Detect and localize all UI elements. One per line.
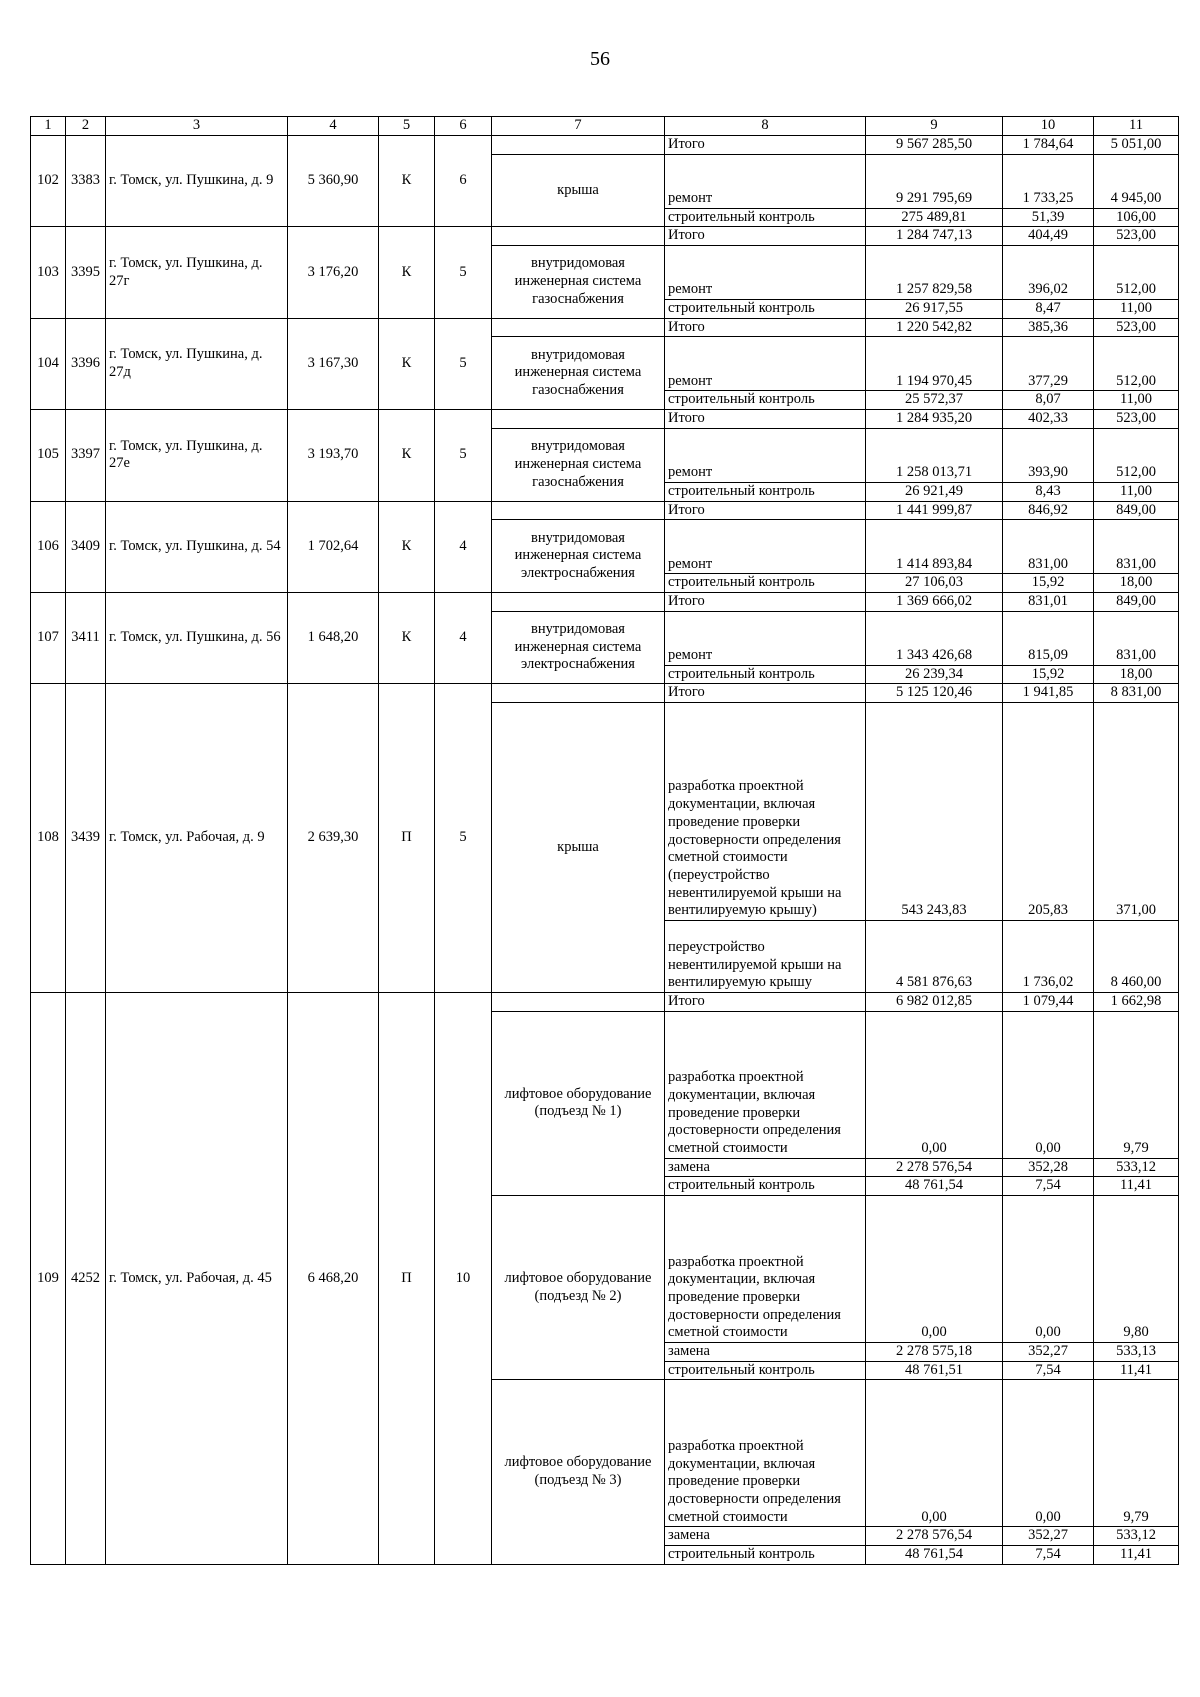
item-cost-per-area: 8,43 xyxy=(1003,482,1094,501)
total-limit: 849,00 xyxy=(1094,501,1179,520)
item-cost: 543 243,83 xyxy=(866,702,1003,920)
total-limit: 8 831,00 xyxy=(1094,684,1179,703)
item-label: строительный контроль xyxy=(665,1546,866,1565)
total-cost: 9 567 285,50 xyxy=(866,136,1003,155)
record-floors: 10 xyxy=(435,992,492,1564)
item-label: замена xyxy=(665,1527,866,1546)
column-header: 11 xyxy=(1094,117,1179,136)
work-type: внутридомовая инженерная система газоснабжения xyxy=(492,246,665,319)
item-cost: 27 106,03 xyxy=(866,574,1003,593)
record-type: К xyxy=(379,410,435,501)
item-cost-per-area: 352,27 xyxy=(1003,1343,1094,1362)
item-cost-per-area: 51,39 xyxy=(1003,208,1094,227)
item-limit: 8 460,00 xyxy=(1094,920,1179,992)
item-cost: 48 761,54 xyxy=(866,1177,1003,1196)
item-label: ремонт xyxy=(665,428,866,482)
total-cost: 5 125 120,46 xyxy=(866,684,1003,703)
item-limit: 9,80 xyxy=(1094,1196,1179,1343)
item-cost-per-area: 15,92 xyxy=(1003,574,1094,593)
total-label: Итого xyxy=(665,318,866,337)
work-type-blank xyxy=(492,501,665,520)
item-limit: 11,00 xyxy=(1094,482,1179,501)
item-label: замена xyxy=(665,1343,866,1362)
record-address: г. Томск, ул. Пушкина, д. 27е xyxy=(106,410,288,501)
item-label: строительный контроль xyxy=(665,1177,866,1196)
record-number: 109 xyxy=(31,992,66,1564)
item-cost: 26 917,55 xyxy=(866,300,1003,319)
item-cost: 2 278 576,54 xyxy=(866,1158,1003,1177)
record-address: г. Томск, ул. Рабочая, д. 9 xyxy=(106,684,288,993)
column-header-row xyxy=(31,117,1179,136)
item-limit: 11,41 xyxy=(1094,1177,1179,1196)
item-cost-per-area: 7,54 xyxy=(1003,1546,1094,1565)
record-number: 103 xyxy=(31,227,66,318)
record-floors: 5 xyxy=(435,227,492,318)
item-cost: 9 291 795,69 xyxy=(866,154,1003,208)
record-floors: 6 xyxy=(435,136,492,227)
column-header: 2 xyxy=(66,117,106,136)
column-header: 6 xyxy=(435,117,492,136)
item-label: строительный контроль xyxy=(665,1361,866,1380)
record-code: 3409 xyxy=(66,501,106,592)
total-label: Итого xyxy=(665,410,866,429)
item-cost: 275 489,81 xyxy=(866,208,1003,227)
record-number: 108 xyxy=(31,684,66,993)
total-cost-per-area: 831,01 xyxy=(1003,592,1094,611)
item-cost-per-area: 8,07 xyxy=(1003,391,1094,410)
item-label: разработка проектной документации, включая проведение проверки достоверности определения сметной стоимости xyxy=(665,1380,866,1527)
total-limit: 523,00 xyxy=(1094,318,1179,337)
item-limit: 11,41 xyxy=(1094,1546,1179,1565)
work-type-blank xyxy=(492,227,665,246)
record-floors: 4 xyxy=(435,501,492,592)
record-code: 3395 xyxy=(66,227,106,318)
total-cost-per-area: 385,36 xyxy=(1003,318,1094,337)
record-floors: 5 xyxy=(435,410,492,501)
total-label: Итого xyxy=(665,684,866,703)
total-cost: 1 441 999,87 xyxy=(866,501,1003,520)
record-area: 3 167,30 xyxy=(288,318,379,409)
item-cost-per-area: 352,27 xyxy=(1003,1527,1094,1546)
column-header: 1 xyxy=(31,117,66,136)
item-label: строительный контроль xyxy=(665,574,866,593)
item-cost: 26 239,34 xyxy=(866,665,1003,684)
column-header: 4 xyxy=(288,117,379,136)
record-area: 1 648,20 xyxy=(288,592,379,683)
item-limit: 18,00 xyxy=(1094,665,1179,684)
item-label: строительный контроль xyxy=(665,300,866,319)
item-limit: 533,12 xyxy=(1094,1527,1179,1546)
total-cost: 6 982 012,85 xyxy=(866,992,1003,1011)
record-area: 2 639,30 xyxy=(288,684,379,993)
item-cost: 1 257 829,58 xyxy=(866,246,1003,300)
item-limit: 9,79 xyxy=(1094,1380,1179,1527)
table-row-total xyxy=(31,318,1179,337)
record-type: К xyxy=(379,318,435,409)
record-number: 107 xyxy=(31,592,66,683)
record-type: К xyxy=(379,136,435,227)
column-header: 8 xyxy=(665,117,866,136)
record-number: 106 xyxy=(31,501,66,592)
item-cost-per-area: 0,00 xyxy=(1003,1196,1094,1343)
work-type: внутридомовая инженерная система электроснабжения xyxy=(492,611,665,684)
column-header: 3 xyxy=(106,117,288,136)
total-label: Итого xyxy=(665,136,866,155)
table-row-total xyxy=(31,136,1179,155)
record-code: 3411 xyxy=(66,592,106,683)
work-type-blank xyxy=(492,410,665,429)
table-row-total xyxy=(31,501,1179,520)
table-row-total xyxy=(31,592,1179,611)
work-type-blank xyxy=(492,992,665,1011)
table-row-total xyxy=(31,227,1179,246)
record-address: г. Томск, ул. Рабочая, д. 45 xyxy=(106,992,288,1564)
item-limit: 4 945,00 xyxy=(1094,154,1179,208)
item-limit: 533,13 xyxy=(1094,1343,1179,1362)
item-limit: 831,00 xyxy=(1094,520,1179,574)
item-label: ремонт xyxy=(665,246,866,300)
item-limit: 18,00 xyxy=(1094,574,1179,593)
item-label: строительный контроль xyxy=(665,482,866,501)
record-number: 104 xyxy=(31,318,66,409)
item-cost: 0,00 xyxy=(866,1196,1003,1343)
total-cost-per-area: 1 079,44 xyxy=(1003,992,1094,1011)
work-type: крыша xyxy=(492,154,665,227)
table-row-total xyxy=(31,684,1179,703)
total-label: Итого xyxy=(665,992,866,1011)
item-cost-per-area: 1 736,02 xyxy=(1003,920,1094,992)
item-cost: 26 921,49 xyxy=(866,482,1003,501)
item-label: ремонт xyxy=(665,520,866,574)
item-cost-per-area: 0,00 xyxy=(1003,1011,1094,1158)
record-number: 105 xyxy=(31,410,66,501)
record-type: П xyxy=(379,992,435,1564)
item-cost-per-area: 7,54 xyxy=(1003,1177,1094,1196)
item-limit: 11,41 xyxy=(1094,1361,1179,1380)
item-label: ремонт xyxy=(665,154,866,208)
record-floors: 5 xyxy=(435,318,492,409)
record-code: 3383 xyxy=(66,136,106,227)
item-label: разработка проектной документации, включая проведение проверки достоверности определения сметной стоимости xyxy=(665,1011,866,1158)
item-cost: 4 581 876,63 xyxy=(866,920,1003,992)
record-address: г. Томск, ул. Пушкина, д. 56 xyxy=(106,592,288,683)
total-limit: 523,00 xyxy=(1094,227,1179,246)
item-limit: 106,00 xyxy=(1094,208,1179,227)
work-type: лифтовое оборудование (подъезд № 1) xyxy=(492,1011,665,1195)
total-cost: 1 284 747,13 xyxy=(866,227,1003,246)
item-label: разработка проектной документации, включая проведение проверки достоверности определения сметной стоимости xyxy=(665,1196,866,1343)
item-limit: 9,79 xyxy=(1094,1011,1179,1158)
item-cost: 2 278 576,54 xyxy=(866,1527,1003,1546)
record-number: 102 xyxy=(31,136,66,227)
record-address: г. Томск, ул. Пушкина, д. 9 xyxy=(106,136,288,227)
record-floors: 5 xyxy=(435,684,492,993)
record-address: г. Томск, ул. Пушкина, д. 54 xyxy=(106,501,288,592)
work-type-blank xyxy=(492,318,665,337)
total-limit: 1 662,98 xyxy=(1094,992,1179,1011)
item-label: строительный контроль xyxy=(665,391,866,410)
work-type: крыша xyxy=(492,702,665,992)
item-cost-per-area: 831,00 xyxy=(1003,520,1094,574)
table-row-total xyxy=(31,410,1179,429)
column-header: 9 xyxy=(866,117,1003,136)
item-cost-per-area: 15,92 xyxy=(1003,665,1094,684)
column-header: 7 xyxy=(492,117,665,136)
record-area: 1 702,64 xyxy=(288,501,379,592)
total-cost: 1 220 542,82 xyxy=(866,318,1003,337)
item-label: ремонт xyxy=(665,337,866,391)
total-cost-per-area: 1 941,85 xyxy=(1003,684,1094,703)
page-number: 56 xyxy=(590,48,610,70)
capital-repair-table xyxy=(30,116,1179,1565)
total-cost-per-area: 1 784,64 xyxy=(1003,136,1094,155)
item-cost: 0,00 xyxy=(866,1380,1003,1527)
column-header: 10 xyxy=(1003,117,1094,136)
item-label: замена xyxy=(665,1158,866,1177)
item-label: разработка проектной документации, включая проведение проверки достоверности определения сметной стоимости (переустройство невентилируемой крыши на вентилируемую крышу) xyxy=(665,702,866,920)
record-address: г. Томск, ул. Пушкина, д. 27д xyxy=(106,318,288,409)
total-cost-per-area: 404,49 xyxy=(1003,227,1094,246)
column-header: 5 xyxy=(379,117,435,136)
item-label: строительный контроль xyxy=(665,665,866,684)
item-cost-per-area: 815,09 xyxy=(1003,611,1094,665)
item-cost: 48 761,51 xyxy=(866,1361,1003,1380)
total-label: Итого xyxy=(665,592,866,611)
item-cost: 48 761,54 xyxy=(866,1546,1003,1565)
record-type: К xyxy=(379,227,435,318)
total-limit: 523,00 xyxy=(1094,410,1179,429)
item-cost: 1 343 426,68 xyxy=(866,611,1003,665)
item-cost-per-area: 8,47 xyxy=(1003,300,1094,319)
item-cost-per-area: 396,02 xyxy=(1003,246,1094,300)
item-cost: 0,00 xyxy=(866,1011,1003,1158)
record-address: г. Томск, ул. Пушкина, д. 27г xyxy=(106,227,288,318)
item-limit: 371,00 xyxy=(1094,702,1179,920)
record-area: 3 176,20 xyxy=(288,227,379,318)
work-type-blank xyxy=(492,136,665,155)
item-label: переустройство невентилируемой крыши на вентилируемую крышу xyxy=(665,920,866,992)
item-label: строительный контроль xyxy=(665,208,866,227)
record-floors: 4 xyxy=(435,592,492,683)
table-body xyxy=(31,136,1179,1565)
item-cost-per-area: 7,54 xyxy=(1003,1361,1094,1380)
work-type: внутридомовая инженерная система газоснабжения xyxy=(492,337,665,410)
total-limit: 5 051,00 xyxy=(1094,136,1179,155)
total-label: Итого xyxy=(665,501,866,520)
record-area: 5 360,90 xyxy=(288,136,379,227)
record-code: 4252 xyxy=(66,992,106,1564)
item-limit: 11,00 xyxy=(1094,391,1179,410)
item-cost: 1 194 970,45 xyxy=(866,337,1003,391)
work-type: внутридомовая инженерная система электроснабжения xyxy=(492,520,665,593)
item-label: ремонт xyxy=(665,611,866,665)
record-code: 3397 xyxy=(66,410,106,501)
record-code: 3396 xyxy=(66,318,106,409)
work-type-blank xyxy=(492,684,665,703)
item-cost-per-area: 0,00 xyxy=(1003,1380,1094,1527)
table-row-total xyxy=(31,992,1179,1011)
item-cost-per-area: 205,83 xyxy=(1003,702,1094,920)
record-type: П xyxy=(379,684,435,993)
total-limit: 849,00 xyxy=(1094,592,1179,611)
work-type: лифтовое оборудование (подъезд № 3) xyxy=(492,1380,665,1564)
item-limit: 831,00 xyxy=(1094,611,1179,665)
record-area: 6 468,20 xyxy=(288,992,379,1564)
total-cost-per-area: 402,33 xyxy=(1003,410,1094,429)
work-type: внутридомовая инженерная система газоснабжения xyxy=(492,428,665,501)
total-label: Итого xyxy=(665,227,866,246)
item-cost-per-area: 352,28 xyxy=(1003,1158,1094,1177)
work-type: лифтовое оборудование (подъезд № 2) xyxy=(492,1196,665,1380)
total-cost: 1 369 666,02 xyxy=(866,592,1003,611)
item-cost: 1 414 893,84 xyxy=(866,520,1003,574)
record-area: 3 193,70 xyxy=(288,410,379,501)
record-code: 3439 xyxy=(66,684,106,993)
item-cost-per-area: 393,90 xyxy=(1003,428,1094,482)
item-cost-per-area: 1 733,25 xyxy=(1003,154,1094,208)
item-cost: 2 278 575,18 xyxy=(866,1343,1003,1362)
item-limit: 512,00 xyxy=(1094,337,1179,391)
record-type: К xyxy=(379,592,435,683)
item-limit: 533,12 xyxy=(1094,1158,1179,1177)
item-limit: 512,00 xyxy=(1094,246,1179,300)
item-cost: 25 572,37 xyxy=(866,391,1003,410)
item-cost-per-area: 377,29 xyxy=(1003,337,1094,391)
record-type: К xyxy=(379,501,435,592)
item-limit: 512,00 xyxy=(1094,428,1179,482)
total-cost: 1 284 935,20 xyxy=(866,410,1003,429)
item-cost: 1 258 013,71 xyxy=(866,428,1003,482)
total-cost-per-area: 846,92 xyxy=(1003,501,1094,520)
work-type-blank xyxy=(492,592,665,611)
item-limit: 11,00 xyxy=(1094,300,1179,319)
